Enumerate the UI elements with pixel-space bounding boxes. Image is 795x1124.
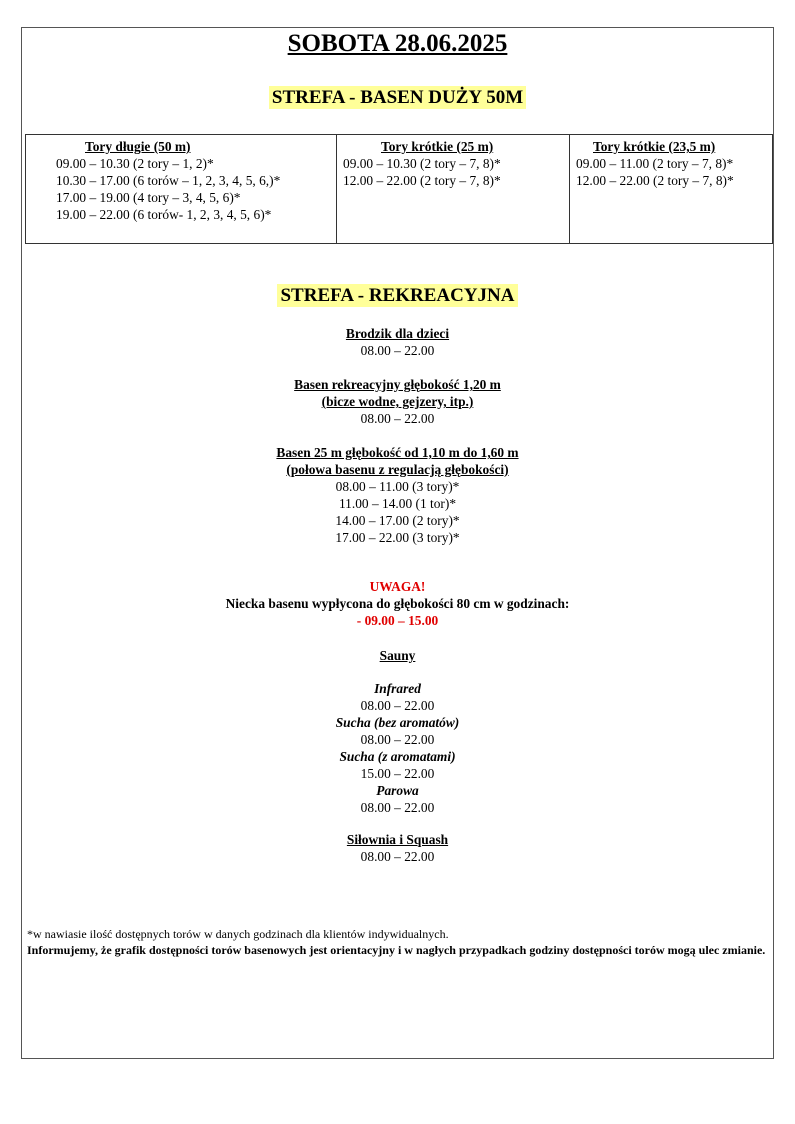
lane-row: 17.00 – 19.00 (4 tory – 3, 4, 5, 6)*: [56, 190, 241, 205]
lane-row: 19.00 – 22.00 (6 torów- 1, 2, 3, 4, 5, 6)*: [56, 207, 272, 222]
warning-text: Niecka basenu wypłycona do głębokości 80 cm w godzinach:: [225, 596, 570, 611]
lanes-column-short-25: [337, 135, 570, 244]
sauna-name: Sucha (z aromatami): [339, 749, 456, 764]
lane-row: 09.00 – 10.30 (2 tory – 1, 2)*: [56, 156, 214, 171]
lane-row: 12.00 – 22.00 (2 tory – 7, 8)*: [576, 173, 734, 188]
hours: 08.00 – 22.00: [360, 698, 435, 713]
sauna-name: Parowa: [376, 783, 419, 798]
zone-label: STREFA - REKREACYJNA: [277, 284, 517, 307]
lane-row: 10.30 – 17.00 (6 torów – 1, 2, 3, 4, 5, 6,)*: [56, 173, 281, 188]
column-header: Tory długie (50 m): [85, 139, 191, 154]
sauna-name: Sucha (bez aromatów): [335, 715, 460, 730]
section-title: Basen 25 m głębokość od 1,10 m do 1,60 m: [276, 445, 519, 460]
section-title: Sauny: [379, 648, 416, 663]
hours: 08.00 – 22.00: [360, 800, 435, 815]
hours-row: 08.00 – 11.00 (3 tory)*: [335, 479, 460, 494]
section-title: Basen rekreacyjny głębokość 1,20 m: [294, 377, 501, 392]
section-subtitle: (bicze wodne, gejzery, itp.): [321, 394, 474, 409]
section-subtitle: (połowa basenu z regulacją głębokości): [286, 462, 509, 477]
section-saunas: [0, 647, 795, 816]
hours: 08.00 – 22.00: [360, 343, 435, 358]
section-title: Siłownia i Squash: [346, 832, 449, 847]
section-brodzik: [0, 325, 795, 359]
sauna-name: Infrared: [374, 681, 421, 696]
hours-row: 11.00 – 14.00 (1 tor)*: [338, 496, 457, 511]
lane-row: 09.00 – 10.30 (2 tory – 7, 8)*: [343, 156, 501, 171]
column-header: Tory krótkie (25 m): [381, 139, 494, 154]
column-header: Tory krótkie (23,5 m): [593, 139, 716, 154]
section-title: Brodzik dla dzieci: [345, 326, 450, 341]
zone-heading-recreation: [0, 285, 795, 307]
hours: 15.00 – 22.00: [360, 766, 435, 781]
page-title: SOBOTA 28.06.2025: [287, 30, 508, 57]
lane-row: 09.00 – 11.00 (2 tory – 7, 8)*: [576, 156, 734, 171]
warning-hours: - 09.00 – 15.00: [356, 613, 439, 628]
section-gym: [0, 831, 795, 865]
lanes-column-long: [26, 135, 337, 244]
zone-label: STREFA - BASEN DUŻY 50M: [269, 86, 526, 109]
section-recreation-pool: [0, 376, 795, 427]
section-warning: [0, 578, 795, 629]
lanes-column-short-23: [570, 135, 773, 244]
hours-row: 17.00 – 22.00 (3 tory)*: [335, 530, 460, 545]
hours: 08.00 – 22.00: [360, 411, 435, 426]
hours: 08.00 – 22.00: [360, 849, 435, 864]
footnote: *w nawiasie ilość dostępnych torów w danych godzinach dla klientów indywidualnych.: [27, 927, 449, 941]
lanes-table: [25, 134, 773, 244]
section-pool-25: [0, 444, 795, 546]
hours: 08.00 – 22.00: [360, 732, 435, 747]
lane-row: 12.00 – 22.00 (2 tory – 7, 8)*: [343, 173, 501, 188]
warning-label: UWAGA!: [369, 579, 426, 594]
zone-heading-large-pool: [0, 87, 795, 109]
hours-row: 14.00 – 17.00 (2 tory)*: [335, 513, 460, 528]
notice: Informujemy, że grafik dostępności torów basenowych jest orientacyjny i w nagłych przypadkach godziny dostępności torów mogą ulec zmianie.: [27, 943, 766, 957]
